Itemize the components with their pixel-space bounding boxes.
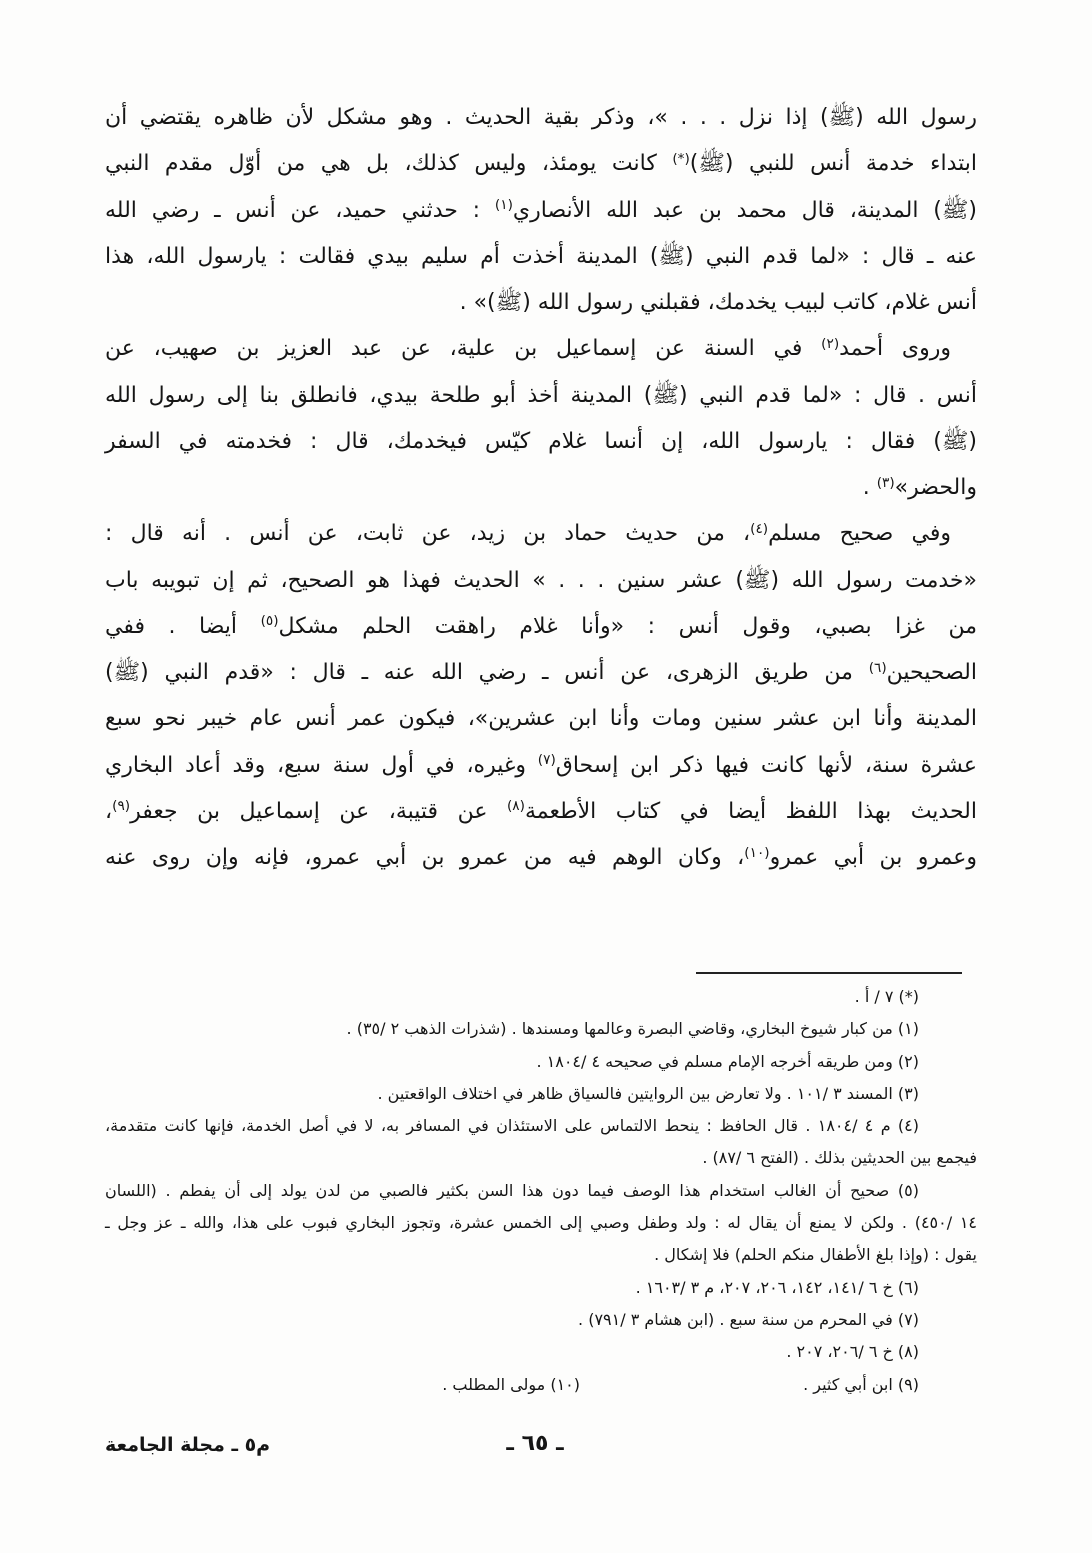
footnote-separator <box>696 972 962 974</box>
body-line: أنس . قال : «لما قدم النبي (ﷺ) المدينة أخذ أبو طلحة بيدي، فانطلق بنا إلى رسول الله <box>105 382 977 408</box>
footnotes <box>105 981 977 1401</box>
body-line: «خدمت رسول الله (ﷺ) عشر سنين . . . » الحديث فهذا هو الصحيح، ثم إن تبويبه باب <box>105 567 977 593</box>
footnote: (١٠) مولى المطلب . <box>442 1374 580 1394</box>
footnote-row <box>105 1369 977 1401</box>
footnote: (٧) في المحرم من سنة سبع . (ابن هشام ٣ /٧٩١) . <box>578 1309 919 1329</box>
footnote-line: ١٤ /٤٥٠) . ولكن لا يمنع أن يقال له : ولد وطفل وصبي إلى الخمس عشرة، وتجوز البخاري فبوب على هذا، والله ـ عز وجل ـ <box>105 1213 978 1233</box>
body-line: الصحيحين$^{(٦)}$ من طريق الزهرى، عن أنس ـ رضي الله عنه ـ قال : «قدم النبي (ﷺ) <box>105 659 977 685</box>
page-number: ـ ٦٥ ـ <box>506 1431 564 1456</box>
body-line: وعمرو بن أبي عمرو$^{(١٠)}$، وكان الوهم فيه من عمرو بن أبي عمرو، فإنه وإن روى عنه <box>105 844 978 870</box>
footnote: (٣) المسند ٣ /١٠١ . ولا تعارض بين الروايتين فالسياق ظاهر في اختلاف الواقعتين . <box>377 1083 919 1103</box>
footnote-line: فيجمع بين الحديثين بذلك . (الفتح ٦ /٨٧) . <box>702 1148 977 1168</box>
journal-name: م٥ ـ مجلة الجامعة <box>105 1434 271 1456</box>
footnote-ref: (٤) <box>750 520 769 537</box>
body-line: رسول الله (ﷺ) إذا نزل . . . »، وذكر بقية الحديث . وهو مشكل لأن ظاهره يقتضي أن <box>105 105 977 130</box>
footnote-line: (٥) صحيح أن الغالب استخدام هذا الوصف فيما دون هذا السن بكثير فالصبي من لدن يولد إلى أن يفطم . (اللسان <box>105 1180 919 1200</box>
footnote-ref: (٦) <box>868 659 887 676</box>
footnote <box>105 1175 977 1272</box>
body-line: أنس غلام، كاتب لبيب يخدمك، فقبلني رسول الله (ﷺ)» . <box>459 290 977 315</box>
body-line: والحضر»$^{(٣)}$ . <box>862 474 977 500</box>
body-line: (ﷺ) المدينة، قال محمد بن عبد الله الأنصاري$^{(١)}$ : حدثني حميد، عن أنس ـ رضي الله <box>105 197 977 223</box>
body-line: (ﷺ) فقال : يارسول الله، إن أنسا غلام كيّس فيخدمك، قال : فخدمته في السفر <box>105 428 977 454</box>
body-line: وروى أحمد$^{(٢)}$ في السنة عن إسماعيل بن علية، عن عبد العزيز بن صهيب، عن <box>105 335 951 362</box>
body-line: من غزا بصبي، وقول أنس : «وأنا غلام راهقت الحلم مشكل$^{(٥)}$ أيضا . ففي <box>105 613 977 639</box>
paragraph <box>105 326 977 511</box>
footnote-line: يقول : (وإذا بلغ الأطفال منكم الحلم) فلا إشكال . <box>654 1245 977 1265</box>
footnote-ref: (*) <box>672 150 690 167</box>
footnote-ref: (٥) <box>260 613 279 630</box>
footnote-ref: (١) <box>494 197 513 213</box>
footnote: (٨) خ ٦ /٢٠٦، ٢٠٧ . <box>786 1342 919 1362</box>
footnote-ref: (١٠) <box>744 844 770 861</box>
body-line: الحديث بهذا اللفظ أيضا في كتاب الأطعمة$^{(٨)}$ عن قتيبة، عن إسماعيل بن جعفر$^{(٩)}$، <box>105 798 977 824</box>
footnote: (٩) ابن أبي كثير . <box>803 1374 919 1394</box>
footnote <box>105 1110 977 1175</box>
body-line: المدينة وأنا ابن عشر سنين ومات وأنا ابن عشرين»، فيكون عمر أنس عام خيبر نحو سبع <box>105 706 977 732</box>
body-line: عشرة سنة، لأنها كانت فيها ذكر ابن إسحاق$^{(٧)}$ وغيره، في أول سنة سبع، وقد أعاد البخاري <box>105 752 978 778</box>
footnote-ref: (٨) <box>506 798 525 815</box>
footnote: (١) من كبار شيوخ البخاري، وقاضي البصرة وعالمها ومسندها . (شذرات الذهب ٢ /٣٥) . <box>346 1019 919 1039</box>
body-text <box>105 95 977 881</box>
paragraph <box>105 95 977 326</box>
footnote: (٦) خ ٦ /١٤١، ١٤٢، ٢٠٦، ٢٠٧، م ٣ /١٦٠٣ . <box>635 1277 919 1297</box>
footnote: (٢) ومن طريقه أخرجه الإمام مسلم في صحيحه ٤ /١٨٠٤ . <box>536 1051 919 1071</box>
footnote-ref: (٩) <box>112 798 131 815</box>
footnote-ref: (٣) <box>876 474 895 491</box>
body-line: وفي صحيح مسلم$^{(٤)}$، من حديث حماد بن زيد، عن ثابت، عن أنس . أنه قال : <box>105 520 951 547</box>
body-line: عنه ـ قال : «لما قدم النبي (ﷺ) المدينة أخذت أم سليم بيدي فقالت : يارسول الله، هذا <box>105 243 977 269</box>
paragraph <box>105 511 977 881</box>
body-line: ابتداء خدمة أنس للنبي (ﷺ)(*) كانت يومئذ، وليس كذلك، بل هي من أوّل مقدم النبي <box>105 150 977 177</box>
footnote-line: (٤) م ٤ /١٨٠٤ . قال الحافظ : ينحط الالتماس على الاستئذان في المسافر به، لا في أصل الخدمة، فإنها كانت متقدمة، <box>105 1116 919 1136</box>
footnote-ref: (٧) <box>537 752 556 768</box>
footnote-ref: (٢) <box>821 335 840 352</box>
footnote: (*) ٧ / أ . <box>854 987 919 1006</box>
